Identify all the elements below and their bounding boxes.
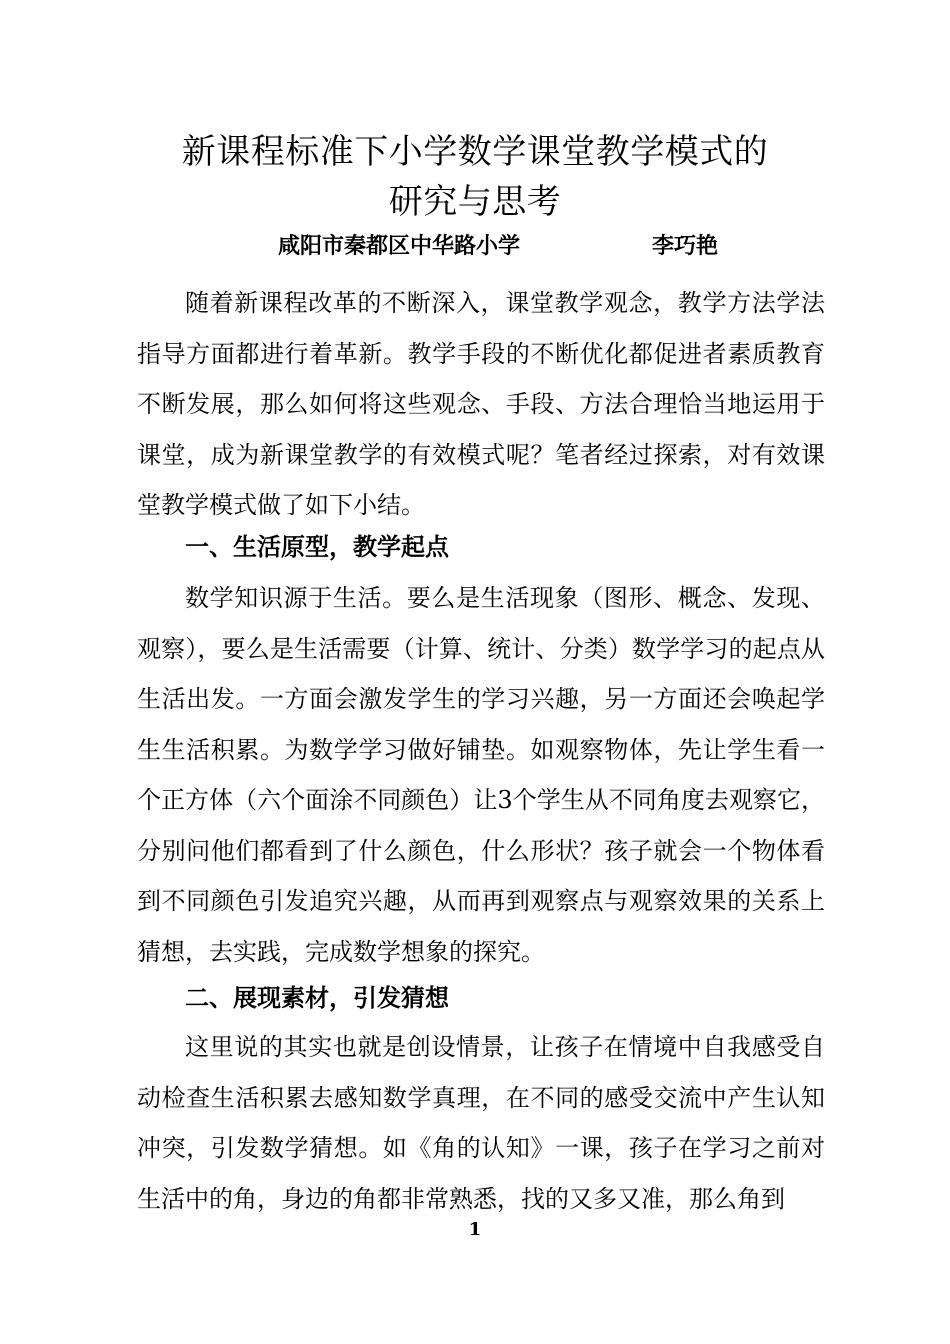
section-2-paragraph: 这里说的其实也就是创设情景，让孩子在情境中自我感受自动检查生活积累去感知数学真理，在不同的感受交流中产生认知冲突，引发数学猜想。如《角的认知》一课，孩子在学习之前对生活中的角，身边的角都非常熟悉，找的又多又准，那么角到 [137,1033,825,1213]
section-1-paragraph: 数学知识源于生活。要么是生活现象（图形、概念、发现、观察），要么是生活需要（计算、统计、分类）数学学习的起点从生活出发。一方面会激发学生的学习兴趣，另一方面还会唤起学生生活积累。为数学学习做好铺垫。如观察物体，先让学生看一个正方体（六个面涂不同颜色）让3个学生从不同角度去观察它，分别问他们都看到了什么颜色，什么形状？孩子就会一个物体看到不同颜色引发追究兴趣，从而再到观察点与观察效果的关系上猜想，去实践，完成数学想象的探究。 [137,584,825,966]
page-number: 1 [468,1219,482,1240]
section-1-heading: 一、生活原型，教学起点 [185,533,449,561]
document-title-line-1: 新课程标准下小学数学课堂教学模式的 [181,132,769,172]
section-2-heading: 二、展现素材，引发猜想 [185,984,449,1012]
document-title-line-2: 研究与思考 [388,182,562,222]
intro-paragraph: 随着新课程改革的不断深入，课堂教学观念，教学方法学法指导方面都进行着革新。教学手段的不断优化都促进者素质教育不断发展，那么如何将这些观念、手段、方法合理恰当地运用于课堂，成为新课堂教学的有效模式呢？笔者经过探索，对有效课堂教学模式做了如下小结。 [137,289,825,519]
author-name: 李巧艳 [652,234,719,259]
school-name: 咸阳市秦都区中华路小学 [278,234,521,259]
